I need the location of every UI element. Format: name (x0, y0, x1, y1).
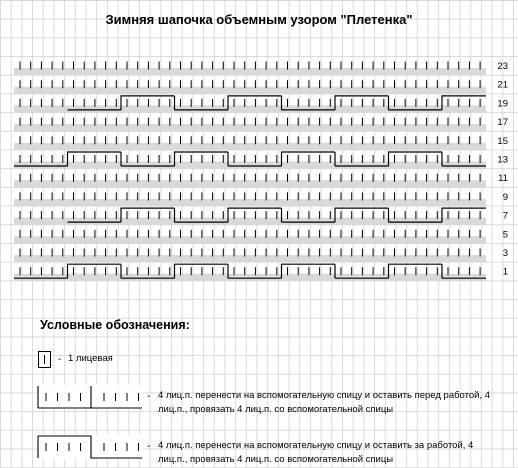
cable-back-line-2: лиц.п., провязать 4 лиц.п. со вспомогательной спицы (158, 454, 394, 465)
row-number: 7 (502, 210, 508, 222)
cable-front-description (158, 389, 514, 417)
knit-stitch-description: 1 лицевая (68, 353, 113, 364)
legend-dash: - (147, 441, 151, 452)
cable-back-description (158, 439, 514, 467)
row-number: 23 (497, 61, 508, 72)
knit-stitch-symbol (35, 348, 55, 372)
row-band (14, 68, 486, 76)
row-band (14, 255, 486, 263)
cable-front-symbol (36, 384, 151, 414)
row-number: 13 (497, 154, 508, 166)
row-band (14, 218, 486, 226)
row-number: 17 (497, 117, 508, 129)
row-band (14, 143, 486, 151)
row-numbers (497, 61, 508, 278)
row-number: 11 (498, 173, 508, 185)
row-band (14, 162, 486, 170)
row-number: 21 (497, 79, 508, 91)
row-number: 5 (502, 229, 508, 241)
row-band (14, 87, 486, 95)
cable-back-symbol (36, 434, 151, 464)
cable-front-line-1: 4 лиц.п. перенести на вспомогательную спицу и оставить перед работой, 4 (158, 390, 491, 401)
row-band (14, 124, 486, 132)
row-number: 15 (497, 135, 508, 147)
row-number: 9 (502, 191, 508, 203)
row-band (14, 180, 486, 188)
row-band (14, 236, 486, 244)
row-number: 3 (502, 248, 508, 259)
cable-back-line-1: 4 лиц.п. перенести на вспомогательную спицу и оставить за работой, 4 (158, 440, 474, 451)
row-bands (14, 68, 486, 281)
row-band (14, 274, 486, 282)
legend-dash: - (58, 354, 62, 365)
row-band (14, 105, 486, 113)
page-title: Зимняя шапочка объемным узором "Плетенка" (105, 12, 413, 27)
cable-front-line-2: лиц.п., провязать 4 лиц.п. со вспомогательной спицы (158, 404, 394, 415)
legend-dash: - (147, 391, 151, 402)
row-band (14, 199, 486, 207)
row-number: 1 (502, 266, 508, 278)
legend-heading: Условные обозначения: (40, 318, 190, 332)
row-number: 19 (497, 98, 508, 110)
